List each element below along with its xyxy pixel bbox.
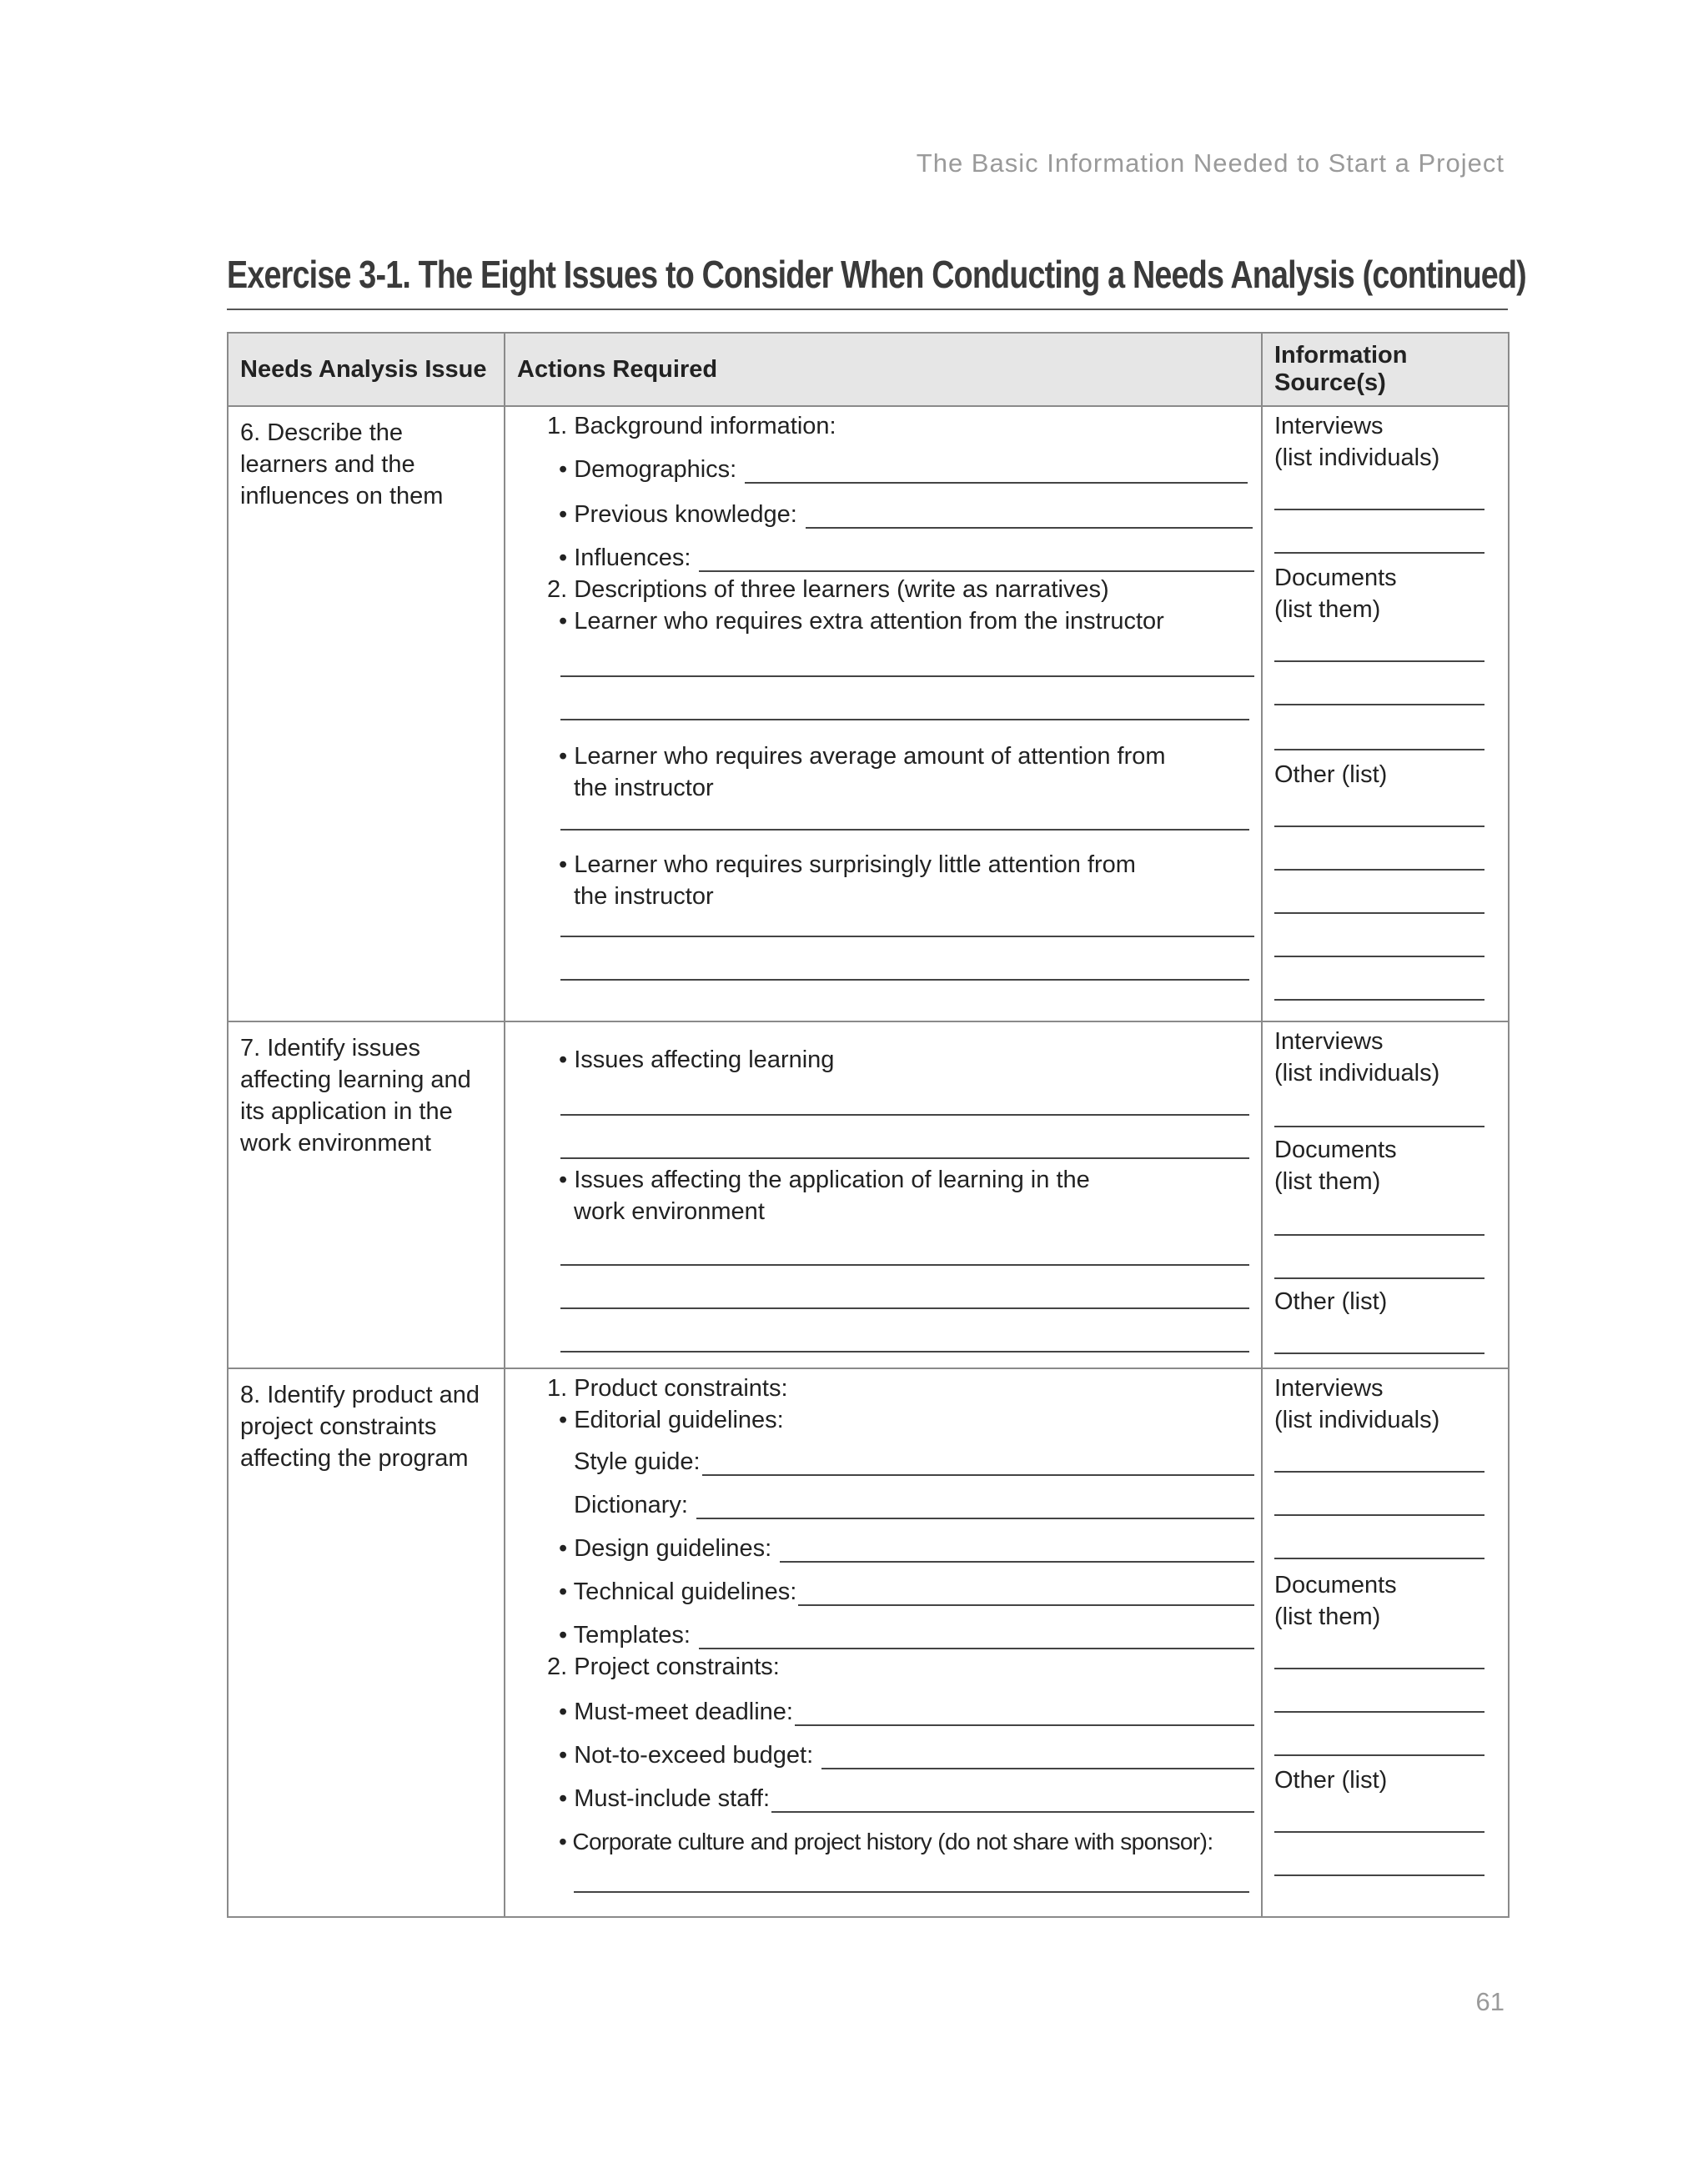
fill-in-line[interactable] <box>1274 749 1484 750</box>
fill-in-line[interactable] <box>560 1264 1249 1266</box>
fill-in-line[interactable] <box>1274 912 1484 914</box>
source-documents: Documents <box>1274 1572 1397 1598</box>
fill-in-line[interactable] <box>560 936 1254 937</box>
sources-cell <box>1262 406 1509 1021</box>
fill-in-line[interactable] <box>780 1536 1254 1563</box>
source-note: (list individuals) <box>1274 444 1440 471</box>
fill-in-line[interactable] <box>1274 552 1484 554</box>
fill-in-line[interactable] <box>1274 869 1484 871</box>
fill-in-line[interactable] <box>798 1579 1254 1606</box>
table-header-row <box>228 333 1509 406</box>
action-text: the instructor <box>574 883 714 910</box>
fill-in-line[interactable] <box>702 1449 1254 1476</box>
action-text: • Issues affecting the application of learning in the <box>559 1167 1090 1193</box>
fill-in-line[interactable] <box>1274 509 1484 510</box>
source-other: Other (list) <box>1274 761 1388 788</box>
fill-in-line[interactable] <box>699 545 1254 572</box>
issue-text: 8. Identify product and project constraints affecting the program <box>240 1382 480 1472</box>
actions-cell <box>505 1021 1262 1368</box>
table-row <box>228 1021 1509 1368</box>
action-text: • Design guidelines: <box>559 1535 772 1562</box>
fill-in-line[interactable] <box>745 457 1248 484</box>
action-text: • Influences: <box>559 545 691 571</box>
action-text: • Learner who requires average amount of attention from <box>559 743 1166 770</box>
action-text: 2. Descriptions of three learners (write as narratives) <box>547 576 1109 603</box>
table-row <box>228 1368 1509 1917</box>
fill-in-line[interactable] <box>1274 1874 1484 1876</box>
fill-in-line[interactable] <box>1274 1668 1484 1669</box>
fill-in-line[interactable] <box>560 1351 1249 1353</box>
fill-in-line[interactable] <box>1274 1558 1484 1559</box>
action-text: • Must-include staff: <box>559 1785 770 1812</box>
fill-in-line[interactable] <box>1274 956 1484 957</box>
fill-in-line[interactable] <box>696 1493 1254 1519</box>
fill-in-line[interactable] <box>699 1623 1254 1649</box>
fill-in-line[interactable] <box>560 979 1249 981</box>
fill-in-line[interactable] <box>574 1891 1249 1893</box>
fill-in-line[interactable] <box>560 1157 1249 1159</box>
source-interviews: Interviews <box>1274 1375 1384 1402</box>
fill-in-line[interactable] <box>821 1743 1254 1769</box>
issue-cell <box>228 1368 505 1917</box>
fill-in-line[interactable] <box>560 829 1249 831</box>
header-issue: Needs Analysis Issue <box>228 333 505 406</box>
fill-in-line[interactable] <box>560 719 1249 720</box>
action-text: • Editorial guidelines: <box>559 1407 784 1433</box>
action-text: • Learner who requires extra attention from the instructor <box>559 608 1164 635</box>
issue-cell <box>228 406 505 1021</box>
fill-in-line[interactable] <box>771 1786 1254 1813</box>
action-text: • Not-to-exceed budget: <box>559 1742 814 1769</box>
fill-in-line[interactable] <box>1274 1831 1484 1833</box>
source-documents: Documents <box>1274 1137 1397 1163</box>
fill-in-line[interactable] <box>1274 1754 1484 1756</box>
fill-in-line[interactable] <box>1274 660 1484 662</box>
fill-in-line[interactable] <box>560 675 1254 677</box>
source-other: Other (list) <box>1274 1288 1388 1315</box>
fill-in-line[interactable] <box>1274 1514 1484 1516</box>
source-note: (list them) <box>1274 1603 1381 1630</box>
action-text: • Issues affecting learning <box>559 1046 835 1073</box>
action-text: work environment <box>574 1198 765 1225</box>
action-text: 1. Product constraints: <box>547 1375 788 1402</box>
exercise-title: Exercise 3-1. The Eight Issues to Consider When Conducting a Needs Analysis (continued) <box>227 253 1526 296</box>
source-note: (list them) <box>1274 596 1381 623</box>
header-actions: Actions Required <box>505 333 1262 406</box>
action-text: • Learner who requires surprisingly little attention from <box>559 851 1136 878</box>
action-text: 2. Project constraints: <box>547 1654 780 1680</box>
fill-in-line[interactable] <box>560 1307 1249 1309</box>
fill-in-line[interactable] <box>806 502 1253 529</box>
fill-in-line[interactable] <box>1274 1471 1484 1473</box>
action-text: Dictionary: <box>574 1492 688 1518</box>
page-number: 61 <box>1475 1987 1505 2016</box>
fill-in-line[interactable] <box>795 1699 1254 1726</box>
header-sources: Information Source(s) <box>1262 333 1509 406</box>
sources-cell <box>1262 1021 1509 1368</box>
fill-in-line[interactable] <box>1274 1234 1484 1236</box>
sources-cell <box>1262 1368 1509 1917</box>
title-rule <box>227 309 1508 310</box>
running-head: The Basic Information Needed to Start a Project <box>916 148 1505 178</box>
actions-cell <box>505 1368 1262 1917</box>
actions-cell <box>505 406 1262 1021</box>
fill-in-line[interactable] <box>1274 1126 1484 1127</box>
fill-in-line[interactable] <box>1274 826 1484 827</box>
table-row <box>228 406 1509 1021</box>
action-text: • Demographics: <box>559 456 737 483</box>
action-text: 1. Background information: <box>547 413 836 439</box>
fill-in-line[interactable] <box>560 1114 1249 1116</box>
action-text: • Must-meet deadline: <box>559 1699 793 1725</box>
action-text: • Templates: <box>559 1622 691 1649</box>
source-interviews: Interviews <box>1274 413 1384 439</box>
fill-in-line[interactable] <box>1274 1353 1484 1354</box>
source-note: (list individuals) <box>1274 1060 1440 1087</box>
source-documents: Documents <box>1274 565 1397 591</box>
fill-in-line[interactable] <box>1274 999 1484 1001</box>
action-text: • Corporate culture and project history (do not share with sponsor): <box>559 1829 1213 1854</box>
action-text: Style guide: <box>574 1448 701 1475</box>
source-note: (list them) <box>1274 1168 1381 1195</box>
action-text: • Previous knowledge: <box>559 501 797 528</box>
needs-analysis-table <box>227 332 1510 1918</box>
issue-cell <box>228 1021 505 1368</box>
action-text: • Technical guidelines: <box>559 1578 797 1605</box>
issue-text: 7. Identify issues affecting learning and its application in the work environment <box>240 1035 471 1157</box>
source-other: Other (list) <box>1274 1767 1388 1794</box>
issue-text: 6. Describe the learners and the influences on them <box>240 419 444 509</box>
fill-in-line[interactable] <box>1274 1711 1484 1713</box>
source-note: (list individuals) <box>1274 1407 1440 1433</box>
source-interviews: Interviews <box>1274 1028 1384 1055</box>
fill-in-line[interactable] <box>1274 704 1484 705</box>
action-text: the instructor <box>574 775 714 801</box>
fill-in-line[interactable] <box>1274 1277 1484 1279</box>
